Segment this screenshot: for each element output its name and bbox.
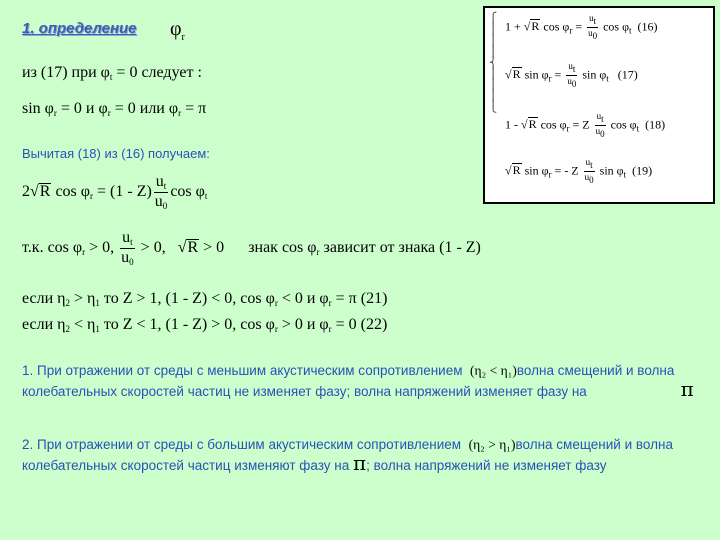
case-21: если $\eta_2 > \eta_1$ то Z > 1, (1 - Z) < 0, $\cos \varphi_r < 0$ и $\varphi_r = \pi$ (21) <box>22 290 388 308</box>
derived-equation: 2√R $\cos \varphi_r = (1 - Z)$ $\frac{u_t}{u_0}$ $\cos \varphi_t$ <box>22 173 208 211</box>
section-title: 1. определение <box>22 20 137 37</box>
phase-solutions: $\sin \varphi_r = 0$ и $\varphi_r = 0$ или $\varphi_r = \pi$ <box>22 100 207 118</box>
equation-system-box <box>483 6 715 204</box>
equation-17: √R $\sin \varphi_r$ = $\frac{ut}{u0}$ $\sin \varphi_t$ (17) <box>505 61 638 89</box>
condition-from-17: из (17) при $\varphi_t = 0$ следует : <box>22 64 202 82</box>
system-brace: ⎧ ⎪ ⎪ ⎪ ⎨ ⎪ ⎪ ⎪ ⎩ <box>489 13 498 113</box>
title-phi-symbol: $\varphi_r$ <box>170 18 185 43</box>
case-22: если $\eta_2 < \eta_1$ то Z < 1, (1 - Z) > 0, $\cos \varphi_r > 0$ и $\varphi_r = 0$ (22) <box>22 316 388 334</box>
pi-symbol: π <box>680 377 694 401</box>
equation-18: 1 - √R $\cos \varphi_r = Z$ $\frac{ut}{u0}$ $\cos \varphi_t$ (18) <box>505 111 666 139</box>
pi-symbol: π <box>353 451 367 475</box>
conclusion-2: 2. При отражении от среды с большим акустическим сопротивлением (η₂ > η₁)волна смещений и волна колебательных скоростей частиц изменяют фазу на π; волна напряжений не изменяет фазу <box>22 437 673 475</box>
sign-condition: т.к. $\cos \varphi_r > 0$, $\frac{u_t}{u_0}$ > 0, √R > 0 знак $\cos \varphi_r$ зависит от знака (1 - Z) <box>22 229 481 267</box>
equation-16: 1 + √R $\cos \varphi_r$ = $\frac{ut}{u0}$ $\cos \varphi_t$ (16) <box>505 13 658 41</box>
subtracting-note: Вычитая (18) из (16) получаем: <box>22 146 210 161</box>
conclusion-1: 1. При отражении от среды с меньшим акустическим сопротивлением (η₂ < η₁)волна смещений и волна колебательных скоростей частиц не изменяет фазу; волна напряжений изменяет фазу на π <box>22 363 694 401</box>
equation-19: √R $\sin \varphi_r$ = - Z $\frac{ut}{u0}$ $\sin \varphi_t$ (19) <box>505 157 653 185</box>
